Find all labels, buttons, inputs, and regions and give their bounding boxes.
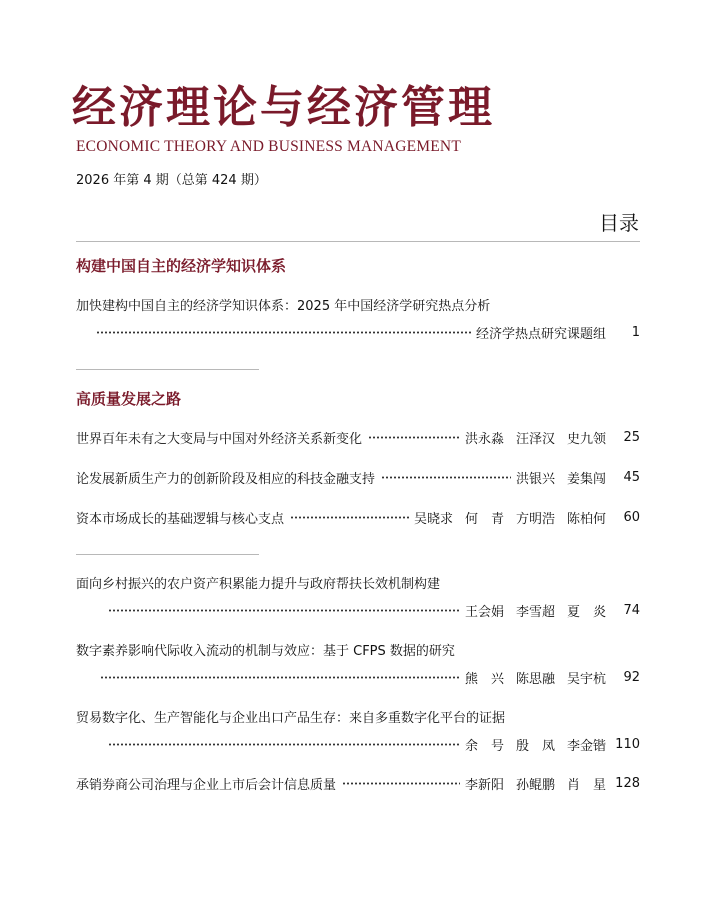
- toc-entry-title: 承销券商公司治理与企业上市后会计信息质量: [76, 777, 337, 793]
- toc-entry-page: 128: [615, 775, 640, 791]
- author: 陈思融: [515, 671, 555, 687]
- journal-logo-en: ECONOMIC THEORY AND BUSINESS MANAGEMENT: [76, 138, 461, 155]
- leader-dots: [342, 782, 460, 785]
- toc-entry-authors: [516, 468, 606, 487]
- author: 姜集闯: [566, 471, 606, 487]
- toc-entry-title[interactable]: 数字素养影响代际收入流动的机制与效应：基于 CFPS 数据的研究: [76, 644, 455, 659]
- section-divider: [76, 369, 259, 370]
- toc-entry-authors: [414, 508, 606, 527]
- author: 吴晓求: [413, 511, 453, 527]
- section-heading: 高质量发展之路: [76, 390, 182, 408]
- author: 夏 炎: [566, 604, 606, 620]
- toc-entry-line[interactable]: [102, 601, 640, 619]
- author: 洪银兴: [515, 471, 555, 487]
- toc-entry-title: 论发展新质生产力的创新阶段及相应的科技金融支持: [76, 471, 376, 487]
- toc-entry-authors: [465, 774, 606, 793]
- toc-entry-authors: [465, 428, 606, 447]
- leader-dots: [108, 743, 460, 746]
- author: 肖 星: [566, 777, 606, 793]
- toc-heading: 目录: [599, 211, 639, 235]
- toc-entry-line[interactable]: [102, 735, 640, 753]
- toc-entry-line[interactable]: [94, 668, 640, 686]
- author: 吴宇杭: [566, 671, 606, 687]
- toc-entry-title[interactable]: 贸易数字化、生产智能化与企业出口产品生存：来自多重数字化平台的证据: [76, 711, 506, 726]
- toc-entry-title: 世界百年未有之大变局与中国对外经济关系新变化: [76, 431, 363, 447]
- toc-entry-title[interactable]: 面向乡村振兴的农户资产积累能力提升与政府帮扶长效机制构建: [76, 577, 441, 592]
- toc-entry-page: 110: [615, 736, 640, 752]
- author: 何 青: [464, 511, 504, 527]
- toc-entry-page: 92: [623, 669, 640, 685]
- author: 熊 兴: [464, 671, 504, 687]
- author: 洪永淼: [464, 431, 504, 447]
- leader-dots: [100, 676, 460, 679]
- toc-entry-line[interactable]: [76, 468, 640, 486]
- section-divider: [76, 554, 259, 555]
- author: 余 号: [464, 738, 504, 754]
- author: 陈柏何: [566, 511, 606, 527]
- toc-entry-authors: [476, 323, 606, 342]
- author: 汪泽汉: [515, 431, 555, 447]
- toc-entry-page: 25: [623, 429, 640, 445]
- author: 王会娟: [464, 604, 504, 620]
- toc-entry-authors: [465, 735, 606, 754]
- toc-entry-authors: [465, 668, 606, 687]
- author: 经济学热点研究课题组: [475, 326, 606, 342]
- toc-entry-authors: [465, 601, 606, 620]
- author: 李金锴: [566, 738, 606, 754]
- author: 殷 凤: [515, 738, 555, 754]
- leader-dots: [96, 331, 471, 334]
- author: 李新阳: [464, 777, 504, 793]
- toc-entry-title: 资本市场成长的基础逻辑与核心支点: [76, 511, 285, 527]
- toc-entry-page: 1: [631, 324, 640, 340]
- author: 方明浩: [515, 511, 555, 527]
- leader-dots: [381, 476, 511, 479]
- author: 孙鲲鹏: [515, 777, 555, 793]
- toc-entry-page: 45: [623, 469, 640, 485]
- author: 李雪超: [515, 604, 555, 620]
- issue-info: 2026 年第 4 期（总第 424 期）: [76, 173, 267, 188]
- leader-dots: [290, 516, 409, 519]
- toc-entry-page: 60: [623, 509, 640, 525]
- leader-dots: [108, 609, 460, 612]
- toc-entry-line[interactable]: [76, 428, 640, 446]
- author: 史九领: [566, 431, 606, 447]
- journal-logo-cn: 经济理论与经济管理: [72, 82, 495, 133]
- toc-entry-title[interactable]: 加快建构中国自主的经济学知识体系：2025 年中国经济学研究热点分析: [76, 299, 491, 314]
- toc-entry-line[interactable]: [90, 323, 640, 341]
- header-divider: [76, 241, 640, 242]
- toc-entry-page: 74: [623, 602, 640, 618]
- section-heading: 构建中国自主的经济学知识体系: [76, 257, 287, 275]
- leader-dots: [368, 436, 460, 439]
- toc-entry-line[interactable]: [76, 774, 640, 792]
- toc-entry-line[interactable]: [76, 508, 640, 526]
